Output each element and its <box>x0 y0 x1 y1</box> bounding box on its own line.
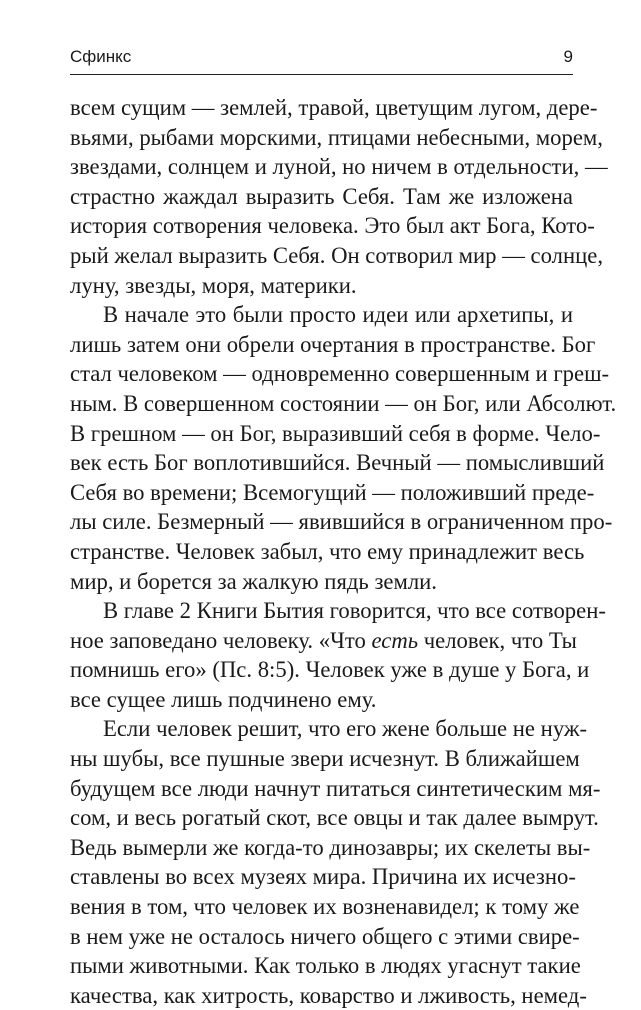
text-line: В главе 2 Книги Бытия говорится, что все сотворен- <box>103 598 606 624</box>
text-line: мир, и борется за жалкую пядь земли. <box>70 568 437 594</box>
text-line: ным. В совершенном состоянии — он Бог, или Абсолют. <box>70 390 617 416</box>
text-line: будущем все люди начнут питаться синтетическим мя- <box>70 775 601 801</box>
text-line: лишь затем они обрели очертания в пространстве. Бог <box>70 331 596 357</box>
text-line: помнишь его» (Пс. 8:5). Человек уже в душе у Бога, и <box>70 657 590 683</box>
text-line: ставлены во всех музеях мира. Причина их исчезно- <box>70 864 576 890</box>
running-header <box>70 47 573 75</box>
text-line: страстно жаждал выразить Себя. Там же изложена <box>70 183 573 209</box>
running-title: Сфинкс <box>70 47 132 66</box>
text-line: всем сущим — землей, травой, цветущим лугом, дере- <box>70 95 598 120</box>
text-line: вьями, рыбами морскими, птицами небесными, морем, <box>70 124 603 150</box>
text-line: лы силе. Безмерный — явившийся в ограниченном про- <box>70 509 613 535</box>
text-line: ны шубы, все пушные звери исчезнут. В ближайшем <box>70 746 580 772</box>
text-line: качества, как хитрость, коварство и лживость, немед- <box>70 982 587 1008</box>
text-line: В грешном — он Бог, выразивший себя в форме. Чело- <box>70 420 601 446</box>
text-line: странстве. Человек забыл, что ему принадлежит весь <box>70 538 585 564</box>
text-line: Если человек решит, что его жене больше не нуж- <box>103 716 588 742</box>
text-line <box>70 626 577 656</box>
text-line: вения в том, что человек их возненавидел; к тому же <box>70 894 580 920</box>
text-line: в нем уже не осталось ничего общего с этими свире- <box>70 923 580 949</box>
text-line: луну, звезды, моря, материки. <box>70 272 357 298</box>
emphasis-text: есть <box>371 627 419 653</box>
text-line: звездами, солнцем и луной, но ничем в отдельности, — <box>70 154 608 180</box>
body-text <box>70 93 617 1010</box>
text-line: пыми животными. Как только в людях угаснут такие <box>70 953 581 979</box>
text-line: В начале это были просто идеи или архетипы, и <box>103 302 573 328</box>
text-line: рый желал выразить Себя. Он сотворил мир — солнце, <box>70 242 604 268</box>
text-line: история сотворения человека. Это был акт Бога, Кото- <box>70 213 595 239</box>
text-fragment: ное заповедано человеку. «Что <box>70 627 372 653</box>
text-line: век есть Бог воплотившийся. Вечный — помысливший <box>70 450 605 476</box>
text-line: все сущее лишь подчинено ему. <box>70 686 377 712</box>
text-line: Себя во времени; Всемогущий — положивший преде- <box>70 479 595 505</box>
page-number: 9 <box>563 47 573 66</box>
text-line: Ведь вымерли же когда-то динозавры; их скелеты вы- <box>70 834 591 860</box>
text-line: стал человеком — одновременно совершенным и греш- <box>70 361 610 387</box>
text-fragment: человек, что Ты <box>418 627 577 653</box>
header-rule <box>70 74 573 75</box>
text-line: сом, и весь рогатый скот, все овцы и так далее вымрут. <box>70 805 599 831</box>
